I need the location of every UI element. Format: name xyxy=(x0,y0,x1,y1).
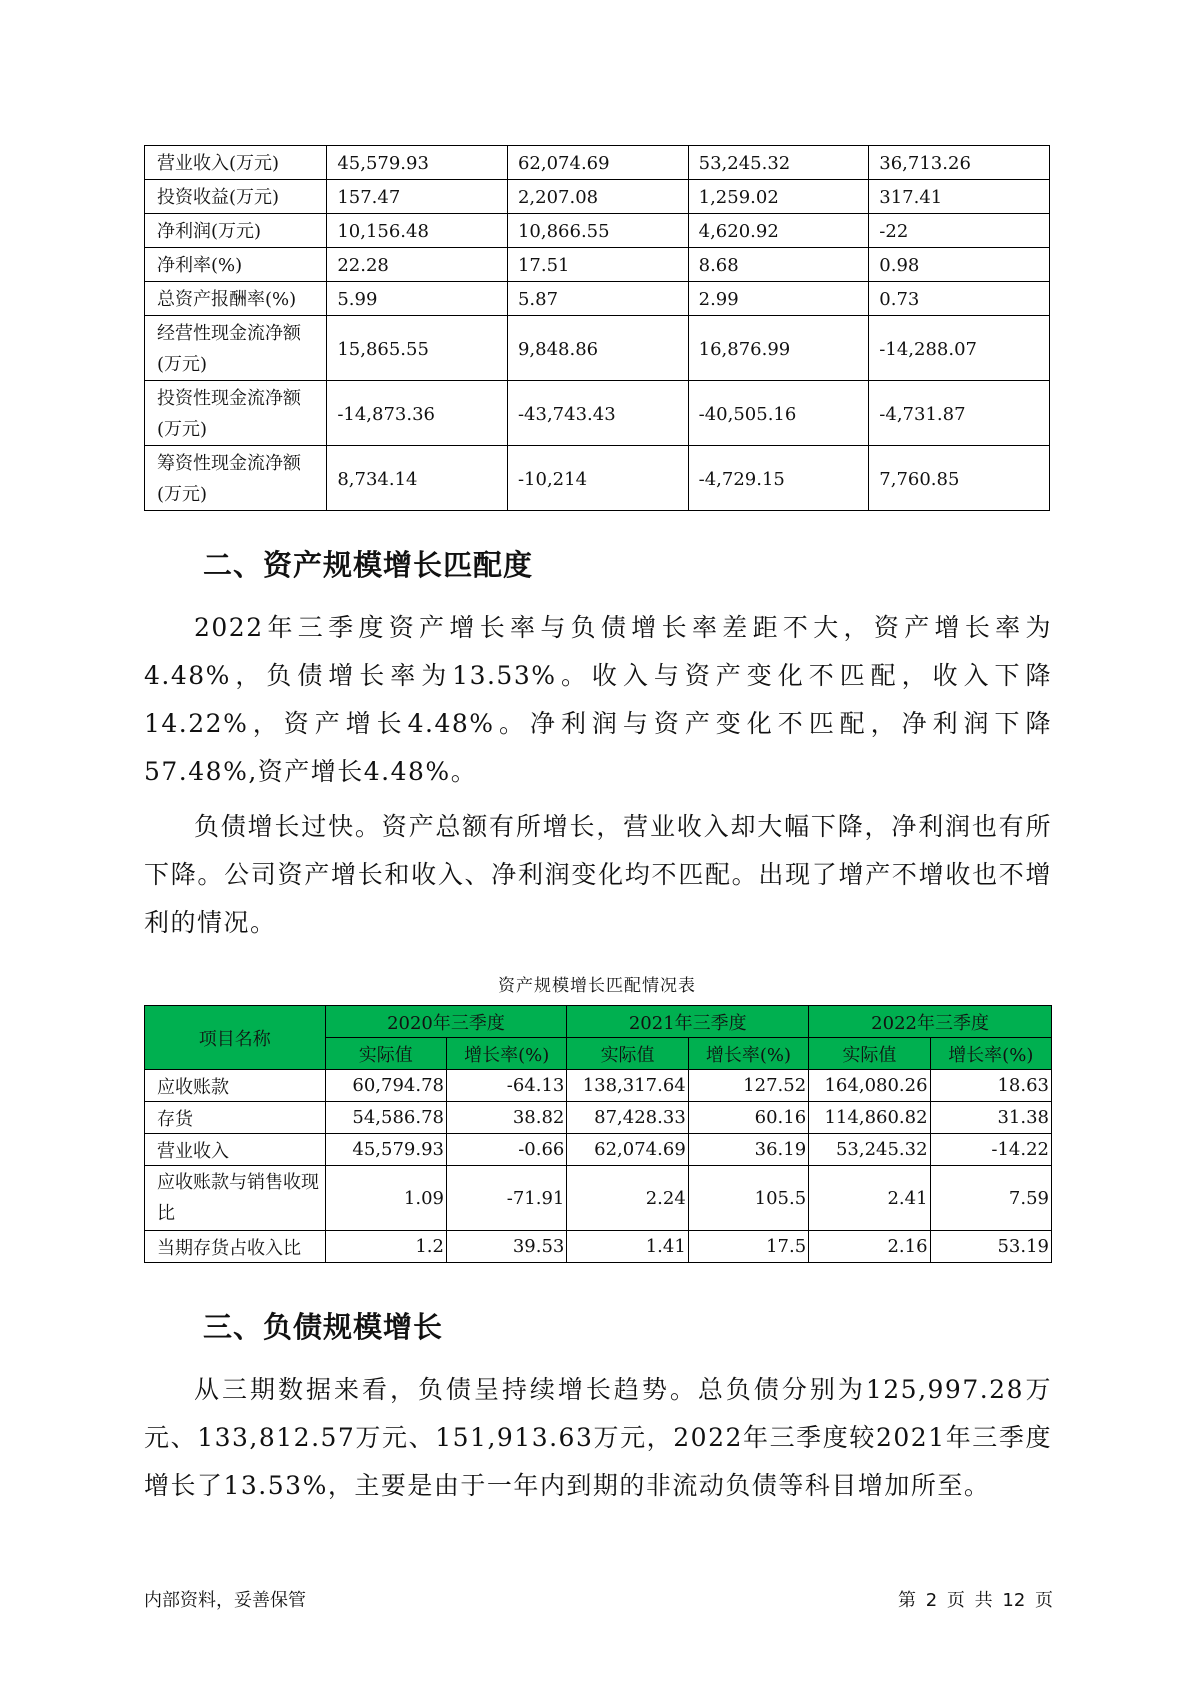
cell: 10,156.48 xyxy=(327,214,508,248)
row-label: 筹资性现金流净额(万元) xyxy=(145,446,327,511)
cell: 9,848.86 xyxy=(507,316,688,381)
table-row xyxy=(145,180,1050,214)
header-period: 2021年三季度 xyxy=(567,1006,809,1038)
table-row xyxy=(145,316,1050,381)
header-actual: 实际值 xyxy=(325,1038,446,1070)
cell: 0.98 xyxy=(869,248,1050,282)
header-actual: 实际值 xyxy=(567,1038,688,1070)
table-row xyxy=(145,146,1050,180)
cell: 62,074.69 xyxy=(507,146,688,180)
cell: 7.59 xyxy=(930,1166,1051,1231)
cell: -64.13 xyxy=(446,1070,566,1102)
cell: 317.41 xyxy=(869,180,1050,214)
cell: -10,214 xyxy=(507,446,688,511)
table-row xyxy=(145,446,1050,511)
table-row xyxy=(145,282,1050,316)
row-label: 营业收入(万元) xyxy=(145,146,327,180)
cell: 10,866.55 xyxy=(507,214,688,248)
cell: 7,760.85 xyxy=(869,446,1050,511)
cell: 62,074.69 xyxy=(567,1134,688,1166)
cell: 1.2 xyxy=(325,1231,446,1263)
cell: 53,245.32 xyxy=(809,1134,930,1166)
header-growth: 增长率(%) xyxy=(688,1038,808,1070)
row-label: 投资收益(万元) xyxy=(145,180,327,214)
cell: -22 xyxy=(869,214,1050,248)
cell: 15,865.55 xyxy=(327,316,508,381)
table-row xyxy=(145,1102,1052,1134)
row-label: 净利率(%) xyxy=(145,248,327,282)
cell: 17.5 xyxy=(688,1231,808,1263)
header-growth: 增长率(%) xyxy=(446,1038,566,1070)
cell: 16,876.99 xyxy=(688,316,869,381)
cell: 138,317.64 xyxy=(567,1070,688,1102)
cell: -14.22 xyxy=(930,1134,1051,1166)
table-row xyxy=(145,1134,1052,1166)
cell: 8.68 xyxy=(688,248,869,282)
table-caption: 资产规模增长匹配情况表 xyxy=(498,976,696,996)
row-label: 应收账款 xyxy=(145,1070,326,1102)
cell: 5.99 xyxy=(327,282,508,316)
cell: 2,207.08 xyxy=(507,180,688,214)
row-label: 当期存货占收入比 xyxy=(145,1231,326,1263)
paragraph: 负债增长过快。资产总额有所增长，营业收入却大幅下降，净利润也有所下降。公司资产增长和收入、净利润变化均不匹配。出现了增产不增收也不增利的情况。 xyxy=(144,812,1052,937)
cell: -40,505.16 xyxy=(688,381,869,446)
asset-growth-match-table xyxy=(144,1005,1052,1263)
cell: 17.51 xyxy=(507,248,688,282)
row-label: 存货 xyxy=(145,1102,326,1134)
cell: -14,873.36 xyxy=(327,381,508,446)
cell: -14,288.07 xyxy=(869,316,1050,381)
row-label: 投资性现金流净额(万元) xyxy=(145,381,327,446)
footer-confidential-note: 内部资料，妥善保管 xyxy=(144,1590,306,1611)
cell: 45,579.93 xyxy=(325,1134,446,1166)
cell: 157.47 xyxy=(327,180,508,214)
cell: -4,731.87 xyxy=(869,381,1050,446)
header-period: 2020年三季度 xyxy=(325,1006,567,1038)
row-label: 总资产报酬率(%) xyxy=(145,282,327,316)
row-label: 应收账款与销售收现比 xyxy=(145,1166,326,1231)
cell: 2.41 xyxy=(809,1166,930,1231)
cell: 54,586.78 xyxy=(325,1102,446,1134)
cell: 38.82 xyxy=(446,1102,566,1134)
cell: 36,713.26 xyxy=(869,146,1050,180)
footer-page-number: 第 2 页 共 12 页 xyxy=(898,1590,1053,1611)
cell: 4,620.92 xyxy=(688,214,869,248)
cell: -71.91 xyxy=(446,1166,566,1231)
table-row xyxy=(145,248,1050,282)
cell: 39.53 xyxy=(446,1231,566,1263)
paragraph: 从三期数据来看，负债呈持续增长趋势。总负债分别为125,997.28万元、133,812.57万元、151,913.63万元，2022年三季度较2021年三季度增长了13.53%，主要是由于一年内到期的非流动负债等科目增加所至。 xyxy=(144,1375,1052,1500)
table-header-row xyxy=(145,1006,1052,1038)
table-row xyxy=(145,1166,1052,1231)
cell: 1,259.02 xyxy=(688,180,869,214)
cell: 2.16 xyxy=(809,1231,930,1263)
cell: 36.19 xyxy=(688,1134,808,1166)
table-row xyxy=(145,1070,1052,1102)
cell: -4,729.15 xyxy=(688,446,869,511)
cell: 45,579.93 xyxy=(327,146,508,180)
cell: 53,245.32 xyxy=(688,146,869,180)
cell: 1.09 xyxy=(325,1166,446,1231)
section-heading: 三、负债规模增长 xyxy=(203,1310,444,1344)
cell: -0.66 xyxy=(446,1134,566,1166)
header-period: 2022年三季度 xyxy=(809,1006,1052,1038)
cell: 2.24 xyxy=(567,1166,688,1231)
cell: 127.52 xyxy=(688,1070,808,1102)
header-growth: 增长率(%) xyxy=(930,1038,1051,1070)
cell: 60,794.78 xyxy=(325,1070,446,1102)
row-label: 营业收入 xyxy=(145,1134,326,1166)
cell: 87,428.33 xyxy=(567,1102,688,1134)
section-heading: 二、资产规模增长匹配度 xyxy=(203,548,534,582)
table-row xyxy=(145,381,1050,446)
cell: 18.63 xyxy=(930,1070,1051,1102)
cell: 0.73 xyxy=(869,282,1050,316)
row-label: 经营性现金流净额(万元) xyxy=(145,316,327,381)
cell: 164,080.26 xyxy=(809,1070,930,1102)
header-item-name: 项目名称 xyxy=(145,1006,326,1070)
cell: 22.28 xyxy=(327,248,508,282)
cell: 2.99 xyxy=(688,282,869,316)
paragraph: 2022年三季度资产增长率与负债增长率差距不大，资产增长率为4.48%，负债增长率为13.53%。收入与资产变化不匹配，收入下降14.22%，资产增长4.48%。净利润与资产变化不匹配，净利润下降57.48%,资产增长4.48%。 xyxy=(144,613,1052,786)
table-row xyxy=(145,1231,1052,1263)
financial-indicators-table xyxy=(144,145,1050,511)
cell: 8,734.14 xyxy=(327,446,508,511)
cell: 31.38 xyxy=(930,1102,1051,1134)
cell: 60.16 xyxy=(688,1102,808,1134)
cell: 53.19 xyxy=(930,1231,1051,1263)
cell: -43,743.43 xyxy=(507,381,688,446)
cell: 114,860.82 xyxy=(809,1102,930,1134)
header-actual: 实际值 xyxy=(809,1038,930,1070)
cell: 5.87 xyxy=(507,282,688,316)
cell: 1.41 xyxy=(567,1231,688,1263)
table-row xyxy=(145,214,1050,248)
row-label: 净利润(万元) xyxy=(145,214,327,248)
cell: 105.5 xyxy=(688,1166,808,1231)
